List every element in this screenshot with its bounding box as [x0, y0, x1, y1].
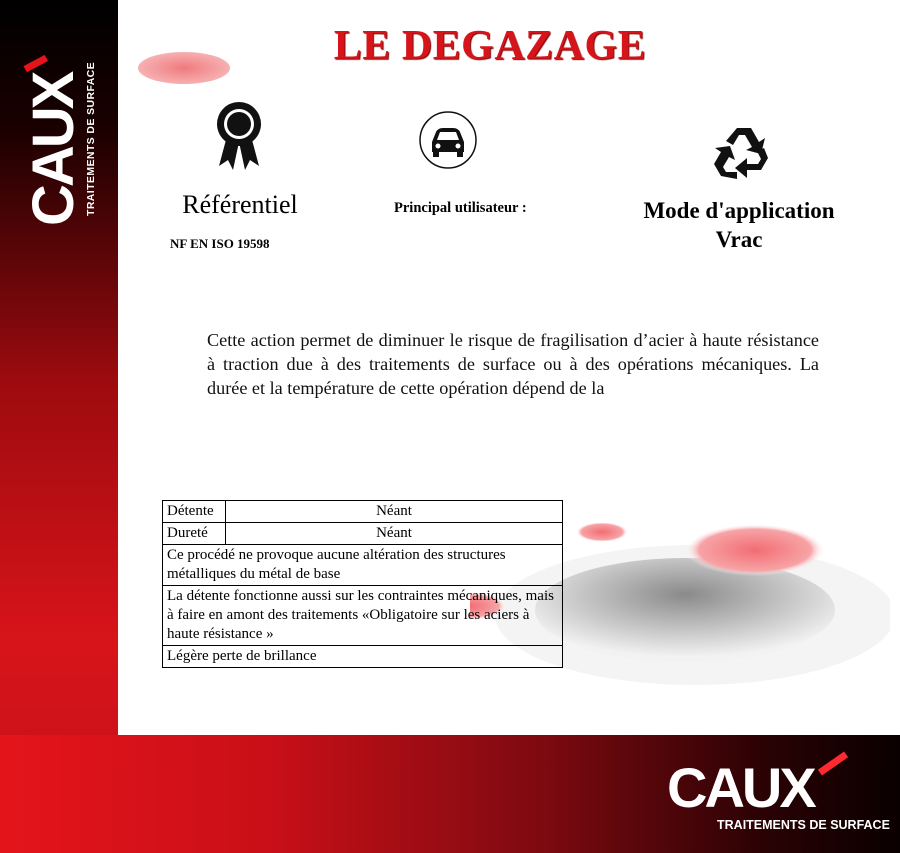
- bottom-logo: [665, 756, 890, 838]
- table-row: [163, 545, 563, 586]
- table-note: La détente fonctionne aussi sur les contraintes mécaniques, mais à faire en amont des traitements «Obligatoire sur les aciers à haute résistance »: [163, 586, 563, 646]
- recycle-icon: [713, 124, 775, 184]
- side-logo-brand: CAUX: [21, 73, 86, 226]
- table-cell-value: Néant: [226, 523, 563, 545]
- mode-application-label: Mode d'application: [643, 198, 835, 223]
- table-cell-key: Détente: [163, 501, 226, 523]
- table-cell-value: Néant: [226, 501, 563, 523]
- side-logo-tagline: TRAITEMENTS DE SURFACE: [85, 61, 97, 216]
- properties-table: [162, 500, 563, 668]
- car-icon: [418, 110, 478, 170]
- award-ribbon-icon: [213, 100, 265, 172]
- table-row: [163, 501, 563, 523]
- mode-application: [622, 196, 856, 254]
- page-title: LE DEGAZAGE: [333, 23, 647, 69]
- table-note: Ce procédé ne provoque aucune altération des structures métalliques du métal de base: [163, 545, 563, 586]
- referentiel-label: Référentiel: [182, 190, 298, 219]
- description-text: Cette action permet de diminuer le risque de fragilisation d’acier à haute résistance à traction due à des traitements de surface ou à des opérations mécaniques. La durée et la température de cette opération dépend de la: [207, 330, 819, 398]
- table-cell-key: Dureté: [163, 523, 226, 545]
- referentiel-standard: NF EN ISO 19598: [170, 236, 270, 251]
- bottom-logo-brand: CAUX: [667, 756, 814, 819]
- table-row: [163, 586, 563, 646]
- side-logo-mark: [16, 14, 106, 234]
- principal-utilisateur-label: Principal utilisateur :: [394, 200, 527, 216]
- side-logo: [16, 14, 106, 234]
- table-row: [163, 646, 563, 668]
- bottom-logo-tagline: TRAITEMENTS DE SURFACE: [717, 818, 890, 832]
- mode-application-value: Vrac: [715, 227, 763, 252]
- table-row: [163, 523, 563, 545]
- table-note: Légère perte de brillance: [163, 646, 563, 668]
- decorative-blob: [138, 52, 230, 84]
